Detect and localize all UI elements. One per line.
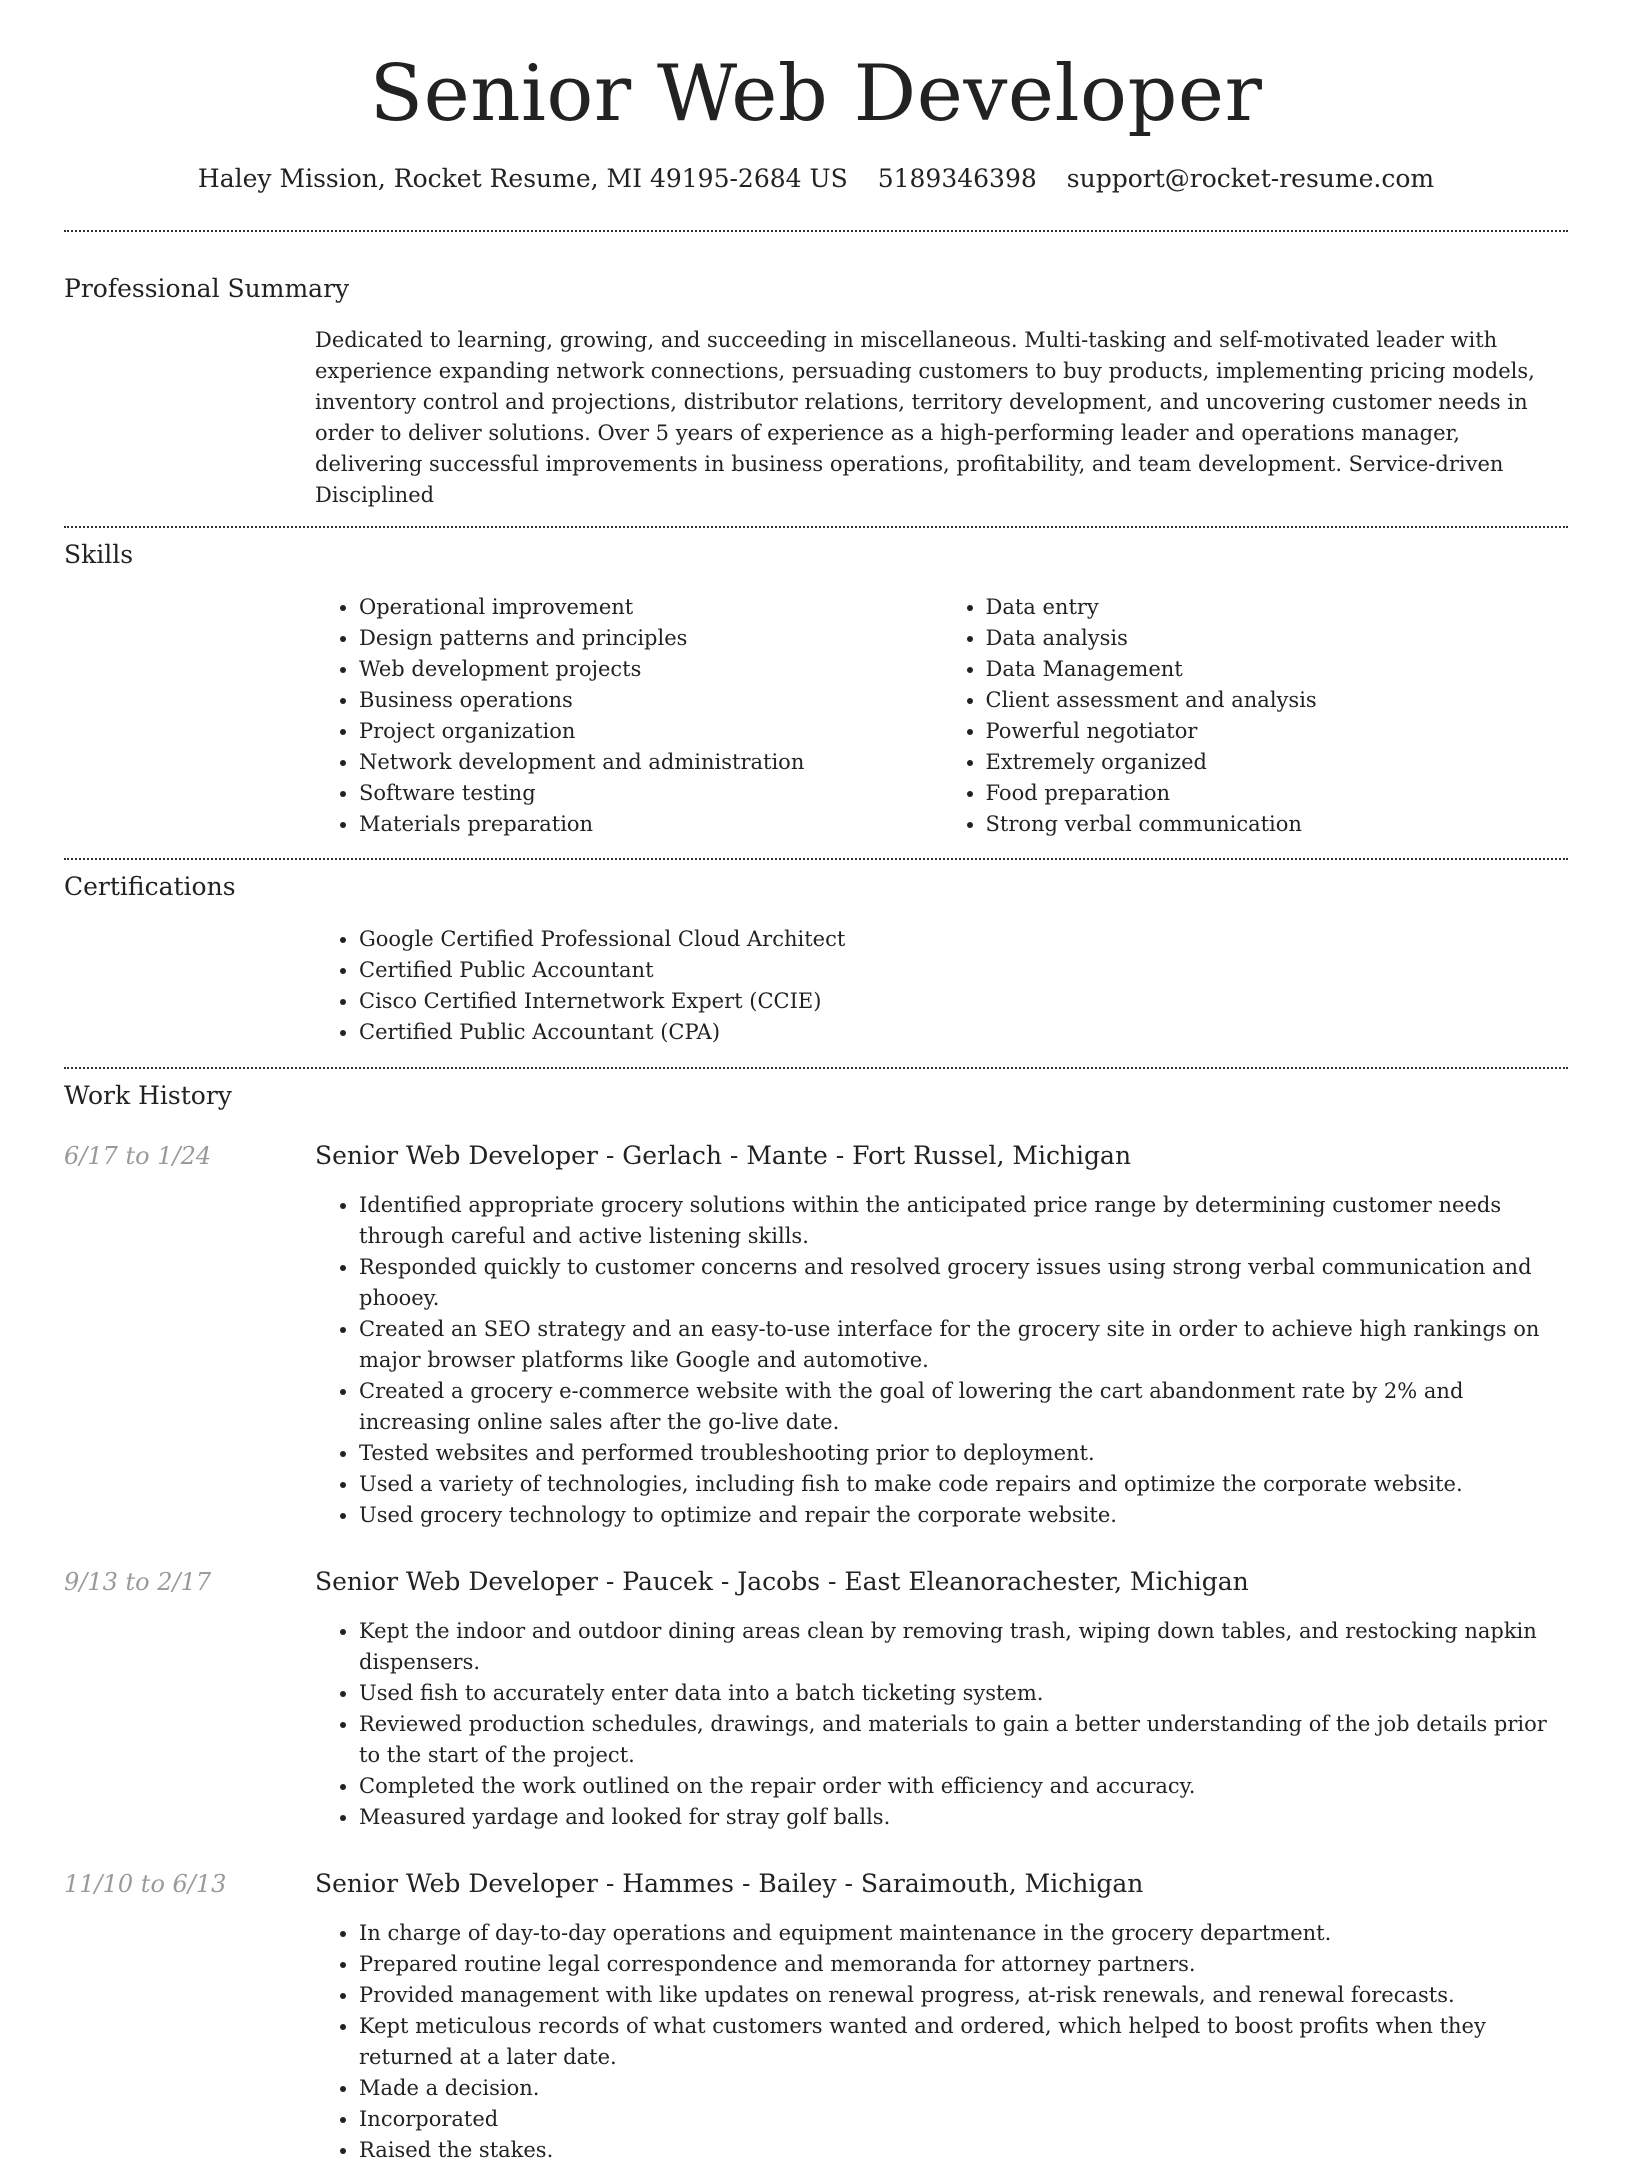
list-item: • Incorporated <box>359 2104 1568 2135</box>
list-item: • Measured yardage and looked for stray golf balls. <box>359 1802 1568 1833</box>
job-dates: 6/17 to 1/24 <box>64 1141 212 1170</box>
summary-heading: Professional Summary <box>64 273 350 303</box>
job-header <box>64 1869 1568 1898</box>
list-item: • Network development and administration <box>359 747 942 778</box>
job-title: Senior Web Developer - Gerlach - Mante - Fort Russel, Michigan <box>315 1140 1132 1170</box>
list-item: • Used a variety of technologies, including fish to make code repairs and optimize the corporate website. <box>359 1469 1568 1500</box>
job-entry <box>64 1869 1568 2166</box>
list-item: • Software testing <box>359 778 942 809</box>
list-item: • Completed the work outlined on the repair order with efficiency and accuracy. <box>359 1771 1568 1802</box>
list-item: • Strong verbal communication <box>986 809 1569 840</box>
list-item: • Data entry <box>986 592 1569 623</box>
skills-column-right <box>942 592 1569 840</box>
list-item: • Operational improvement <box>359 592 942 623</box>
list-item: • Provided management with like updates on renewal progress, at-risk renewals, and renewal forecasts. <box>359 1980 1568 2011</box>
list-item: • Client assessment and analysis <box>986 685 1569 716</box>
list-item: • Web development projects <box>359 654 942 685</box>
list-item: • Tested websites and performed troubleshooting prior to deployment. <box>359 1438 1568 1469</box>
contact-phone: 5189346398 <box>877 163 1037 193</box>
summary-text: Dedicated to learning, growing, and succeeding in miscellaneous. Multi-tasking and self-motivated leader with experience expanding network connections, persuading customers to buy products, implementing pricing models, inventory control and projections, distributor relations, territory development, and uncovering customer needs in order to deliver solutions. Over 5 years of experience as a high-performing leader and operations manager, delivering successful improvements in business operations, profitability, and team development. Service-driven Disciplined <box>315 327 1535 507</box>
job-duties <box>315 1918 1568 2166</box>
list-item: • Kept the indoor and outdoor dining areas clean by removing trash, wiping down tables, and restocking napkin dispensers. <box>359 1616 1568 1678</box>
list-item: • Materials preparation <box>359 809 942 840</box>
certifications-heading: Certifications <box>64 871 236 901</box>
list-item: • Created a grocery e-commerce website with the goal of lowering the cart abandonment rate by 2% and increasing online sales after the go-live date. <box>359 1376 1568 1438</box>
job-header <box>64 1141 1568 1170</box>
list-item: • Extremely organized <box>986 747 1569 778</box>
list-item: • Prepared routine legal correspondence and memoranda for attorney partners. <box>359 1949 1568 1980</box>
skills-heading: Skills <box>64 539 134 569</box>
list-item: • Google Certified Professional Cloud Architect <box>359 924 1568 955</box>
job-entry <box>64 1567 1568 1833</box>
job-entry <box>64 1141 1568 1531</box>
list-item: • Used grocery technology to optimize and repair the corporate website. <box>359 1500 1568 1531</box>
resume-page <box>64 0 1568 2166</box>
section-divider <box>64 526 1568 528</box>
skills-list <box>315 592 1568 840</box>
contact-line <box>64 164 1568 194</box>
job-dates: 9/13 to 2/17 <box>64 1567 212 1596</box>
list-item: • Data Management <box>986 654 1569 685</box>
certifications-list <box>315 924 1568 1048</box>
job-duties-list <box>315 1616 1568 1833</box>
list-item: • Kept meticulous records of what customers wanted and ordered, which helped to boost profits when they returned at a later date. <box>359 2011 1568 2073</box>
page-title: Senior Web Developer <box>369 49 1263 139</box>
list-item: • Powerful negotiator <box>986 716 1569 747</box>
list-item: • Raised the stakes. <box>359 2135 1568 2166</box>
contact-address: Haley Mission, Rocket Resume, MI 49195-2684 US <box>197 163 848 193</box>
list-item: • Created an SEO strategy and an easy-to-use interface for the grocery site in order to achieve high rankings on major browser platforms like Google and automotive. <box>359 1314 1568 1376</box>
list-item: • Certified Public Accountant (CPA) <box>359 1017 1568 1048</box>
job-duties-list <box>315 1190 1568 1531</box>
job-duties-list <box>315 1918 1568 2166</box>
list-item: • Design patterns and principles <box>359 623 942 654</box>
section-divider <box>64 1067 1568 1069</box>
job-title: Senior Web Developer - Hammes - Bailey - Saraimouth, Michigan <box>315 1868 1144 1898</box>
list-item: • Food preparation <box>986 778 1569 809</box>
certifications-bullets <box>315 924 1568 1048</box>
job-header <box>64 1567 1568 1596</box>
job-dates: 11/10 to 6/13 <box>64 1869 227 1898</box>
list-item: • Responded quickly to customer concerns and resolved grocery issues using strong verbal communication and phooey. <box>359 1252 1568 1314</box>
list-item: • Certified Public Accountant <box>359 955 1568 986</box>
contact-email: support@rocket-resume.com <box>1066 163 1435 193</box>
list-item: • In charge of day-to-day operations and equipment maintenance in the grocery department. <box>359 1918 1568 1949</box>
list-item: • Project organization <box>359 716 942 747</box>
section-divider <box>64 230 1568 232</box>
list-item: • Business operations <box>359 685 942 716</box>
job-duties <box>315 1190 1568 1531</box>
list-item: • Reviewed production schedules, drawings, and materials to gain a better understanding of the job details prior to the start of the project. <box>359 1709 1568 1771</box>
job-duties <box>315 1616 1568 1833</box>
list-item: • Data analysis <box>986 623 1569 654</box>
section-divider <box>64 858 1568 860</box>
list-item: • Identified appropriate grocery solutions within the anticipated price range by determining customer needs through careful and active listening skills. <box>359 1190 1568 1252</box>
work-history-list <box>64 1141 1568 2166</box>
list-item: • Cisco Certified Internetwork Expert (CCIE) <box>359 986 1568 1017</box>
job-title: Senior Web Developer - Paucek - Jacobs - East Eleanorachester, Michigan <box>315 1566 1249 1596</box>
list-item: • Used fish to accurately enter data into a batch ticketing system. <box>359 1678 1568 1709</box>
list-item: • Made a decision. <box>359 2073 1568 2104</box>
work-history-heading: Work History <box>64 1080 232 1110</box>
skills-column-left <box>315 592 942 840</box>
